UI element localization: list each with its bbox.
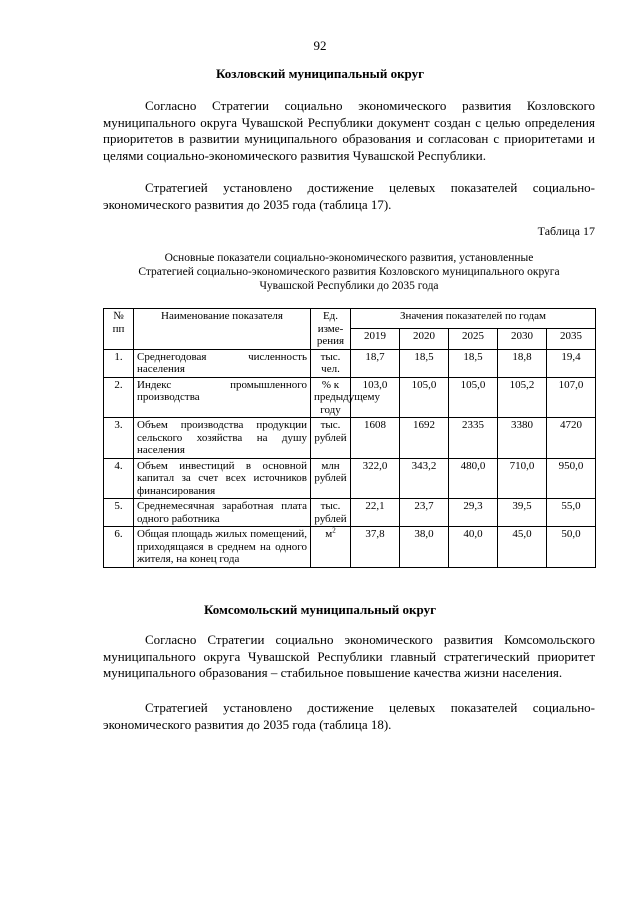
section-heading-kozlovsky: Козловский муниципальный округ (215, 66, 425, 81)
row-value: 105,0 (400, 377, 449, 418)
row-unit: тыс. чел. (311, 349, 351, 377)
row-value: 37,8 (351, 527, 400, 568)
table-caption (103, 251, 595, 293)
row-num: 2. (104, 377, 134, 418)
unit-superscript: 2 (332, 526, 336, 535)
row-name: Среднегодовая численность населения (134, 349, 311, 377)
row-num: 1. (104, 349, 134, 377)
table-row (104, 527, 596, 568)
row-value: 950,0 (547, 458, 596, 499)
table-label: Таблица 17 (537, 224, 595, 238)
row-num: 4. (104, 458, 134, 499)
table-row (104, 349, 596, 377)
row-value: 710,0 (498, 458, 547, 499)
table-row (104, 377, 596, 418)
header-year: 2020 (400, 329, 449, 349)
row-name: Общая площадь жилых помещений, приходящаяся в среднем на одного жителя, на конец года (134, 527, 311, 568)
indicators-table (103, 308, 596, 568)
header-year: 2019 (351, 329, 400, 349)
caption-line: Стратегией социально-экономического развития Козловского муниципального округа (138, 266, 560, 278)
header-year: 2025 (449, 329, 498, 349)
row-value: 1692 (400, 418, 449, 459)
header-year: 2030 (498, 329, 547, 349)
row-num: 5. (104, 499, 134, 527)
row-value: 105,2 (498, 377, 547, 418)
row-unit: млн рублей (311, 458, 351, 499)
row-name: Среднемесячная заработная плата одного работника (134, 499, 311, 527)
row-value: 1608 (351, 418, 400, 459)
row-value: 103,0 (351, 377, 400, 418)
row-name: Объем производства продукции сельского хозяйства на душу населения (134, 418, 311, 459)
row-num: 6. (104, 527, 134, 568)
row-value: 23,7 (400, 499, 449, 527)
header-num: № пп (104, 309, 134, 350)
row-value: 3380 (498, 418, 547, 459)
row-value: 18,5 (449, 349, 498, 377)
table-row (104, 458, 596, 499)
row-value: 38,0 (400, 527, 449, 568)
caption-line: Чувашской Республики до 2035 года (259, 280, 439, 292)
row-value: 19,4 (547, 349, 596, 377)
row-num: 3. (104, 418, 134, 459)
paragraph: Стратегией установлено достижение целевых показателей социально-экономического развития до 2035 года (таблица 18). (103, 700, 595, 732)
row-unit: % к предыдущему году (311, 377, 351, 418)
row-value: 2335 (449, 418, 498, 459)
row-value: 105,0 (449, 377, 498, 418)
header-unit: Ед. изме-рения (311, 309, 351, 350)
row-value: 39,5 (498, 499, 547, 527)
row-value: 55,0 (547, 499, 596, 527)
header-year: 2035 (547, 329, 596, 349)
header-values-group: Значения показателей по годам (351, 309, 596, 329)
row-value: 343,2 (400, 458, 449, 499)
row-name: Индекс промышленного производства (134, 377, 311, 418)
table-row (104, 499, 596, 527)
table-header-row (104, 309, 596, 329)
row-name: Объем инвестиций в основной капитал за счет всех источников финансирования (134, 458, 311, 499)
row-unit: тыс. рублей (311, 418, 351, 459)
row-value: 18,7 (351, 349, 400, 377)
row-value: 29,3 (449, 499, 498, 527)
header-name: Наименование показателя (134, 309, 311, 350)
paragraph: Согласно Стратегии социально экономического развития Комсомольского муниципального округа Чувашской Республики главный стратегический приоритет муниципального образования – стабильное повышение качества жизни населения. (103, 632, 595, 680)
row-value: 18,5 (400, 349, 449, 377)
row-value: 45,0 (498, 527, 547, 568)
section-heading-komsomolsky: Комсомольский муниципальный округ (203, 602, 436, 617)
row-value: 107,0 (547, 377, 596, 418)
row-value: 22,1 (351, 499, 400, 527)
row-value: 322,0 (351, 458, 400, 499)
page-number: 92 (313, 38, 327, 53)
row-value: 18,8 (498, 349, 547, 377)
table-row (104, 418, 596, 459)
row-value: 480,0 (449, 458, 498, 499)
unit-text: м (325, 528, 333, 540)
row-value: 40,0 (449, 527, 498, 568)
paragraph: Стратегией установлено достижение целевых показателей социально-экономического развития до 2035 года (таблица 17). (103, 180, 595, 212)
row-value: 4720 (547, 418, 596, 459)
paragraph: Согласно Стратегии социально экономического развития Козловского муниципального округа Чувашской Республики документ создан с целью определения приоритетов в развитии муниципального образования и согласован с приоритетами и целями социально-экономического развития Чувашской Республики. (103, 98, 595, 163)
row-unit (311, 527, 351, 568)
caption-line: Основные показатели социально-экономического развития, установленные (164, 252, 534, 264)
row-value: 50,0 (547, 527, 596, 568)
row-unit: тыс. рублей (311, 499, 351, 527)
